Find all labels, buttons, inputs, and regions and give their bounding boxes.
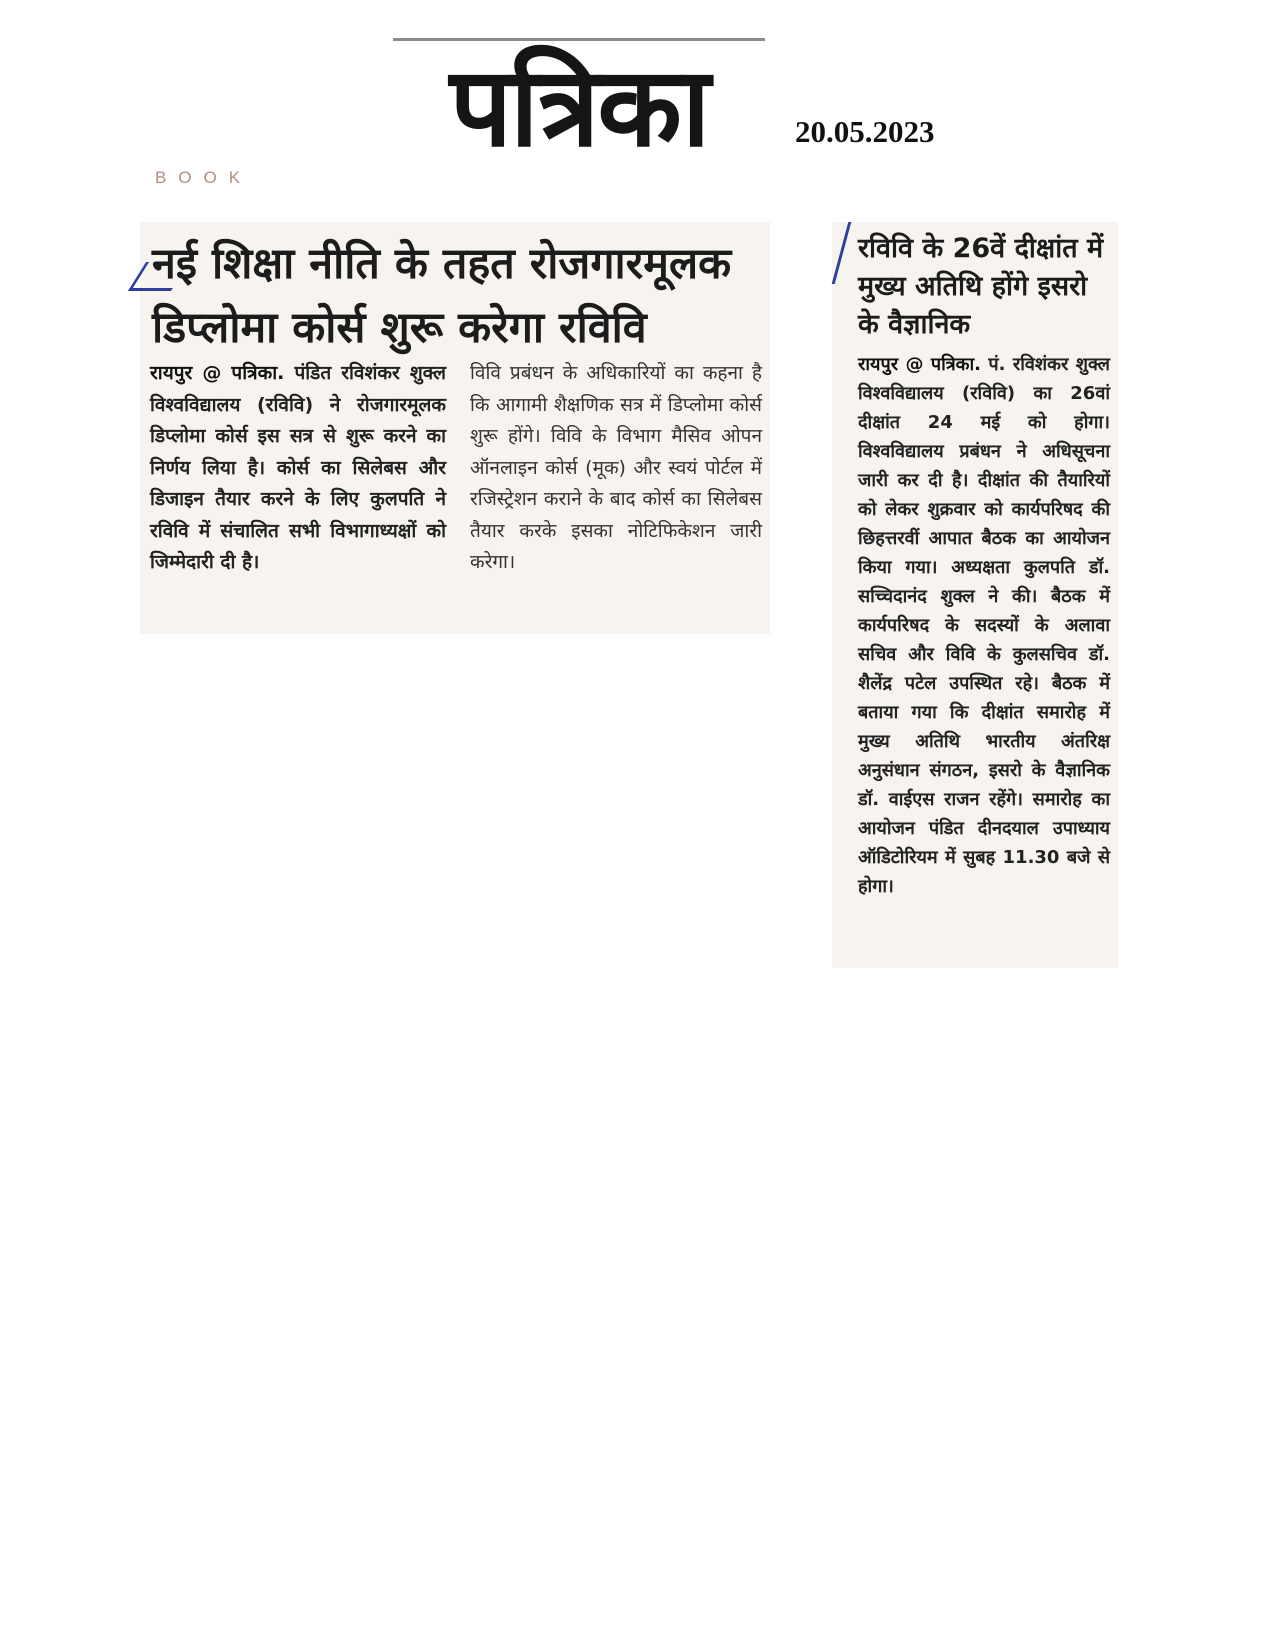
article2-body-text: पं. रविशंकर शुक्ल विश्वविद्यालय (रविवि) का 26वां दीक्षांत 24 मई को होगा। विश्वविद्यालय प्रबंधन ने अधिसूचना जारी कर दी है। दीक्षांत की तैयारियों को लेकर शुक्रवार को कार्यपरिषद की छिहत्तरवीं आपात बैठक का आयोजन किया गया। अध्यक्षता कुलपति डॉ. सच्चिदानंद शुक्ल ने की। बैठक में कार्यपरिषद के सदस्यों के अलावा सचिव और विवि के कुलसचिव डॉ. शैलेंद्र पटेल उपस्थित रहे। बैठक में बताया गया कि दीक्षांत समारोह में मुख्य अतिथि भारतीय अंतरिक्ष अनुसंधान संगठन, इसरो के वैज्ञानिक डॉ. वाईएस राजन रहेंगे। समारोह का आयोजन पंडित दीनदयाल उपाध्याय ऑडिटोरियम में सुबह 11.30 बजे से होगा। <box>858 354 1111 897</box>
article1-column1-text: पंडित रविशंकर शुक्ल विश्वविद्यालय (रविवि) ने रोजगारमूलक डिप्लोमा कोर्स इस सत्र से शुरू करने का निर्णय लिया है। कोर्स का सिलेबस और डिजाइन तैयार करने के लिए कुलपति ने रविवि में संचालित सभी विभागाध्यक्षों को जिम्मेदारी दी है। <box>150 362 447 573</box>
section-tag: BOOK <box>155 168 253 187</box>
masthead-rule <box>393 38 765 41</box>
article1-column1 <box>150 358 446 579</box>
article2-headline: रविवि के 26वें दीक्षांत में मुख्य अतिथि होंगे इसरो के वैज्ञानिक <box>858 233 1104 340</box>
article1-dateline: रायपुर @ पत्रिका. <box>150 362 285 384</box>
newspaper-masthead: पत्रिका <box>449 44 709 170</box>
article1-headline: नई शिक्षा नीति के तहत रोजगारमूलक डिप्लोमा कोर्स शुरू करेगा रविवि <box>152 239 732 353</box>
article2-body <box>858 350 1110 901</box>
article1-column2: विवि प्रबंधन के अधिकारियों का कहना है कि आगामी शैक्षणिक सत्र में डिप्लोमा कोर्स शुरू होंगे। विवि के विभाग मैसिव ओपन ऑनलाइन कोर्स (मूक) और स्वयं पोर्टल में रजिस्ट्रेशन कराने के बाद कोर्स का सिलेबस तैयार करके इसका नोटिफिकेशन जारी करेगा। <box>470 362 762 573</box>
publication-date: 20.05.2023 <box>795 114 935 149</box>
article2-dateline: रायपुर @ पत्रिका. <box>858 354 982 375</box>
